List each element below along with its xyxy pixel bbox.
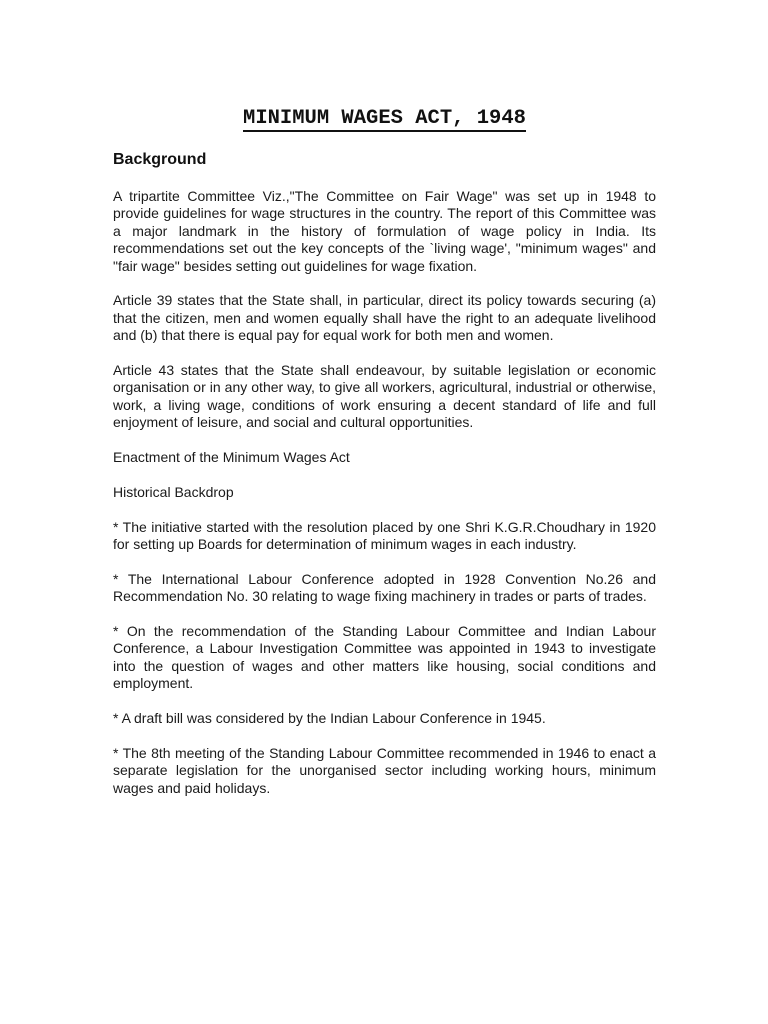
section-heading-background: Background xyxy=(113,151,207,168)
subheading-enactment: Enactment of the Minimum Wages Act xyxy=(113,449,350,466)
paragraph-article-39: Article 39 states that the State shall, in particular, direct its policy towards securing (a) that the citizen, men and women equally shall have the right to an adequate livelihood and (b) that there is equal pay for equal work for both men and women. xyxy=(113,292,656,344)
bullet-1943-committee: * On the recommendation of the Standing Labour Committee and Indian Labour Conference, a Labour Investigation Committee was appointed in 1943 to investigate into the question of wages and other matters like housing, social conditions and employment. xyxy=(113,623,656,692)
document-body xyxy=(113,188,656,814)
document-title-text: MINIMUM WAGES ACT, 1948 xyxy=(243,107,526,130)
bullet-1945-draft-bill: * A draft bill was considered by the Indian Labour Conference in 1945. xyxy=(113,710,546,727)
bullet-1920-initiative: * The initiative started with the resolution placed by one Shri K.G.R.Choudhary in 1920 for setting up Boards for determination of minimum wages in each industry. xyxy=(113,518,656,553)
paragraph-article-43: Article 43 states that the State shall endeavour, by suitable legislation or economic organisation or in any other way, to give all workers, agricultural, industrial or otherwise, work, a living wage, conditions of work ensuring a decent standard of life and full enjoyment of leisure, and social and cultural opportunities. xyxy=(113,362,656,431)
bullet-1946-meeting: * The 8th meeting of the Standing Labour Committee recommended in 1946 to enact a separate legislation for the unorganised sector including working hours, minimum wages and paid holidays. xyxy=(113,744,656,796)
paragraph-committee-fair-wage: A tripartite Committee Viz.,"The Committee on Fair Wage" was set up in 1948 to provide guidelines for wage structures in the country. The report of this Committee was a major landmark in the history of formulation of wage policy in India. Its recommendations set out the key concepts of the `living wage', "minimum wages" and "fair wage" besides setting out guidelines for wage fixation. xyxy=(113,188,656,274)
subheading-historical-backdrop: Historical Backdrop xyxy=(113,483,234,500)
bullet-1928-convention: * The International Labour Conference adopted in 1928 Convention No.26 and Recommendation No. 30 relating to wage fixing machinery in trades or parts of trades. xyxy=(113,570,656,605)
document-title xyxy=(113,106,656,132)
